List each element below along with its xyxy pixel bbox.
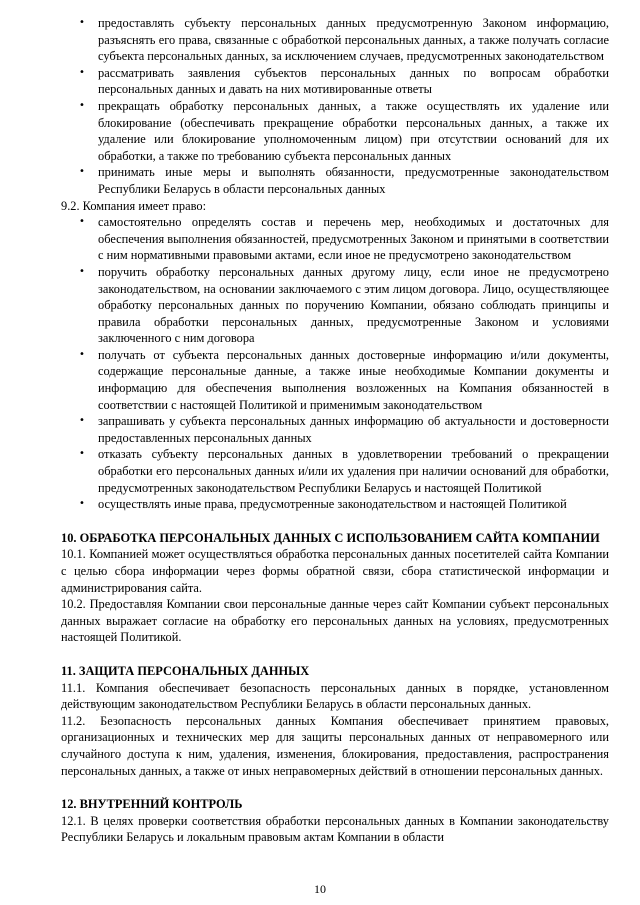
list-item: • рассматривать заявления субъектов персональных данных по вопросам обработки персональных данных и давать на них мотивированные ответы [61,65,609,98]
list-item: • запрашивать у субъекта персональных данных информацию об актуальности и достоверности предоставленных персональных данных [61,413,609,446]
list-item: • отказать субъекту персональных данных в удовлетворении требований о прекращении обработки его персональных данных и/или их удаления при наличии оснований для обработки, предусмотренных законодательством Республики Беларусь и настоящей Политикой [61,446,609,496]
list-item: • поручить обработку персональных данных другому лицу, если иное не предусмотрено законодательством, на основании заключаемого с этим лицом договора. Лицо, осуществляющее обработку персональных данных по поручению Компании, обязано соблюдать принципы и правила обработки персональных данных, предусмотренные Законом и условиями заключенного с ним договора [61,264,609,347]
clause-11-1: 11.1. Компания обеспечивает безопасность персональных данных в порядке, установленном действующим законодательством Республики Беларусь в области персональных данных. [61,680,609,712]
rights-list [61,214,609,513]
section-10-heading: 10. ОБРАБОТКА ПЕРСОНАЛЬНЫХ ДАННЫХ С ИСПОЛЬЗОВАНИЕМ САЙТА КОМПАНИИ [61,530,600,545]
clause-11-2: 11.2. Безопасность персональных данных Компания обеспечивает принятием правовых, организационных и технических мер для защиты персональных данных от неправомерного или случайного доступа к ним, удаления, изменения, блокирования, предоставления, распространения персональных данных, а также от иных неправомерных действий в отношении персональных данных. [61,713,609,778]
list-item: • предоставлять субъекту персональных данных предусмотренную Законом информацию, разъяснять его права, связанные с обработкой персональных данных, а также получать согласие субъекта персональных данных, за исключением случаев, предусмотренных законодательством [61,15,609,65]
section-12-heading: 12. ВНУТРЕННИЙ КОНТРОЛЬ [61,797,243,812]
list-item: • самостоятельно определять состав и перечень мер, необходимых и достаточных для обеспечения выполнения обязанностей, предусмотренных Законом и принятыми в соответствии с ним нормативными правовыми актами, если иное не предусмотрено законодательством [61,214,609,264]
clause-9-2-heading: 9.2. Компания имеет право: [61,198,207,213]
list-item: • принимать иные меры и выполнять обязанности, предусмотренные законодательством Республики Беларусь в области персональных данных [61,164,609,197]
clause-10-2: 10.2. Предоставляя Компании свои персональные данные через сайт Компании субъект персональных данных выражает согласие на обработку его персональных данных на условиях, предусмотренных настоящей Политикой. [61,597,609,645]
document-page [61,15,609,846]
list-item: • осуществлять иные права, предусмотренные законодательством и настоящей Политикой [61,496,609,513]
list-item: • прекращать обработку персональных данных, а также осуществлять их удаление или блокирование (обеспечивать прекращение обработки персональных данных, а также их удаление или блокирование уполномоченным лицом) при отсутствии оснований для их обработки, а также по требованию субъекта персональных данных [61,98,609,164]
section-11-heading: 11. ЗАЩИТА ПЕРСОНАЛЬНЫХ ДАННЫХ [61,663,310,678]
list-item: • получать от субъекта персональных данных достоверные информацию и/или документы, содержащие персональные данные, а также иные необходимые Компании документы и информацию для обеспечения выполнения возложенных на Компания обязанностей в соответствии с настоящей Политикой и применимым законодательством [61,347,609,413]
clause-10-1: 10.1. Компанией может осуществляться обработка персональных данных посетителей сайта Компании с целью сбора информации через формы обратной связи, сбора статистической информации и администрирования сайта. [61,547,609,595]
obligations-list [61,15,609,198]
clause-12-1: 12.1. В целях проверки соответствия обработки персональных данных в Компании законодательству Республики Беларусь и локальным правовым актам Компании в области [61,813,609,845]
page-number: 10 [314,882,326,896]
